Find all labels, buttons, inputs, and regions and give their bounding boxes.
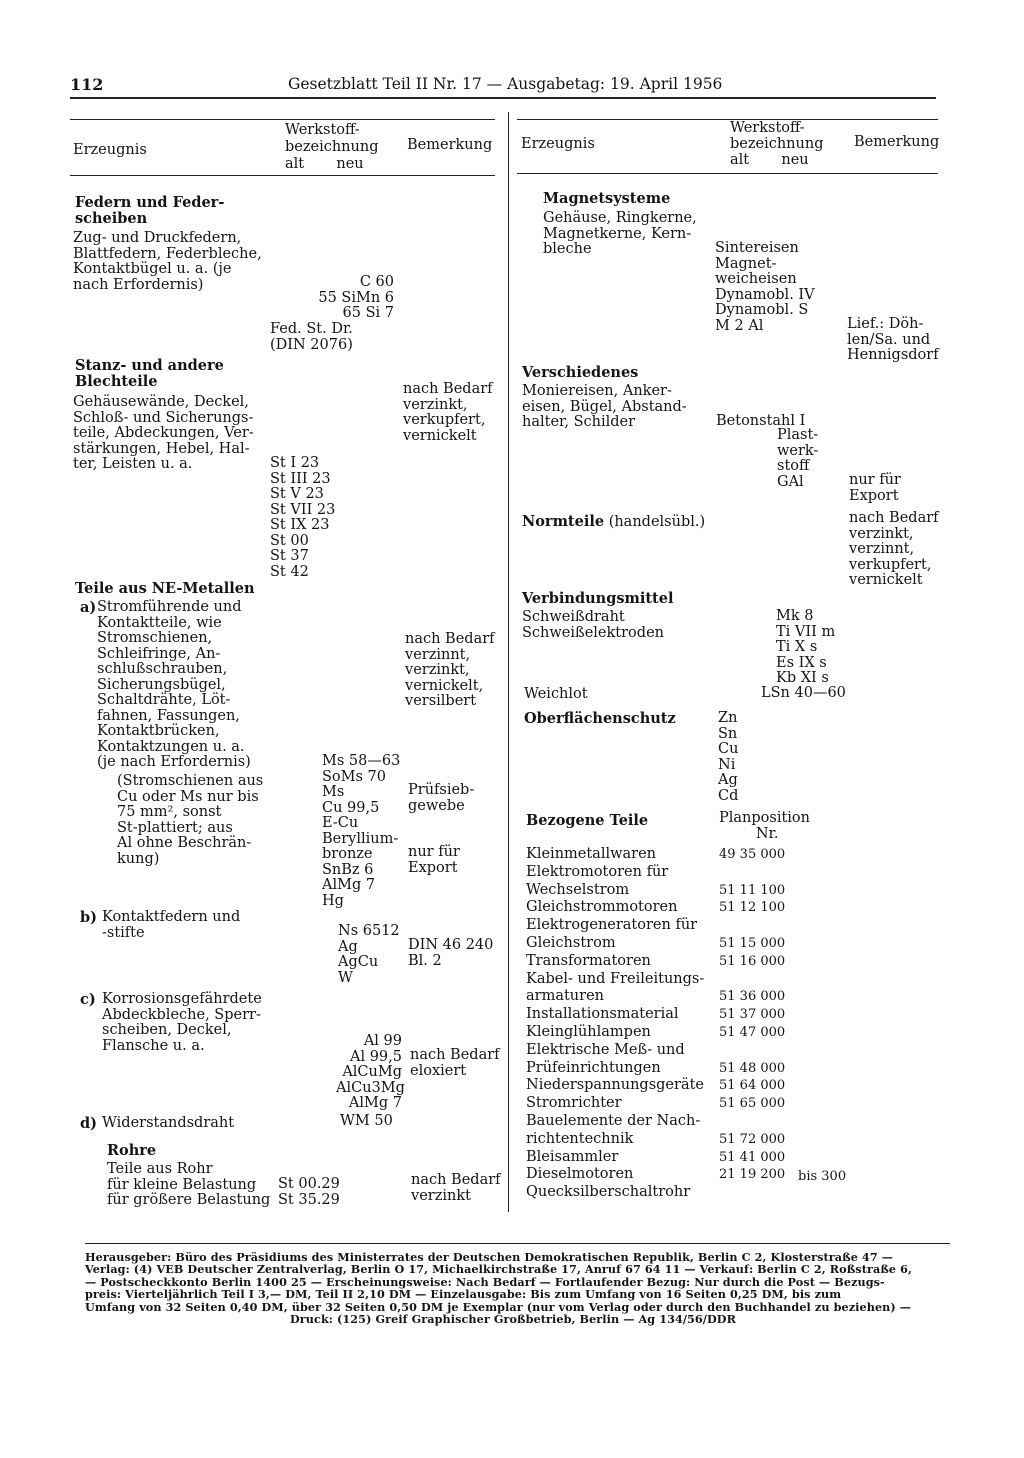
norm-row <box>522 514 705 531</box>
bezogen-items: Kleinmetallwaren Elektromotoren für Wechselstrom Gleichstrommotoren Elektrogeneratoren für Gleichstrom Transformatoren Kabel- und Freileitungs- armaturen Installationsmaterial Kleinglühlampen Elektrische Meß- und Prüfeinrichtungen Niederspannungsgeräte Stromrichter Bauelemente der Nach- richtentechnik Bleisammler Dieselmotoren Quecksilberschaltrohr <box>526 846 705 1201</box>
verb-text: Schweißdraht Schweißelektroden <box>522 609 664 641</box>
ne-b-marker: b) <box>80 909 97 926</box>
ne-b-text: Kontaktfedern und -stifte <box>102 909 241 941</box>
ober-materials: Zn Sn Cu Ni Ag Cd <box>718 710 739 804</box>
bezogen-last-suffix: bis 300 <box>798 1169 847 1184</box>
right-col-material: Werkstoff- bezeichnung alt neu <box>730 120 824 168</box>
ne-d-material: WM 50 <box>340 1113 393 1129</box>
ne-b-remark: DIN 46 240 Bl. 2 <box>408 937 494 969</box>
rohre-heading: Rohre <box>107 1142 157 1159</box>
rohre-remark: nach Bedarf verzinkt <box>411 1172 501 1204</box>
left-col-product: Erzeugnis <box>73 142 147 158</box>
verb-weichlot: Weichlot <box>524 686 588 702</box>
federn-heading: Federn und Feder- scheiben <box>75 194 225 227</box>
right-col-remark: Bemerkung <box>854 134 940 150</box>
ne-a-remark-plating: nach Bedarf verzinnt, verzinkt, vernickelt, versilbert <box>405 631 495 709</box>
ne-a-remark-export: nur für Export <box>408 844 460 876</box>
left-col-remark: Bemerkung <box>407 137 493 153</box>
right-table-top-rule <box>517 119 938 120</box>
ne-heading: Teile aus NE-Metallen <box>75 580 255 597</box>
right-table-header-rule <box>517 173 938 174</box>
header-rule <box>70 97 936 99</box>
ne-c-text: Korrosionsgefährdete Abdeckbleche, Sperr- scheiben, Deckel, Flansche u. a. <box>102 991 262 1054</box>
versch-material-neu: Plast- werk- stoff GAl <box>777 427 819 490</box>
ne-a-remark-sieve: Prüfsieb- gewebe <box>408 782 475 814</box>
verb-weichlot-material: LSn 40—60 <box>761 685 846 701</box>
page-title: Gesetzblatt Teil II Nr. 17 — Ausgabetag: 19. April 1956 <box>288 75 723 93</box>
stanz-remark: nach Bedarf verzinkt, verkupfert, vernickelt <box>403 381 493 444</box>
stanz-text: Gehäusewände, Deckel, Schloß- und Sicherungs- teile, Abdeckungen, Ver- stärkungen, Hebel, Hal- ter, Leisten u. a. <box>73 394 254 472</box>
versch-text: Moniereisen, Anker- eisen, Bügel, Abstand- halter, Schilder <box>522 383 687 430</box>
ne-c-marker: c) <box>80 991 96 1008</box>
magnet-materials: Sintereisen Magnet- weicheisen Dynamobl. IV Dynamobl. S M 2 Al <box>715 240 815 334</box>
magnet-text: Gehäuse, Ringkerne, Magnetkerne, Kern- bleche <box>543 210 697 257</box>
ne-b-materials: Ns 6512 Ag AgCu W <box>338 923 400 986</box>
verb-heading: Verbindungsmittel <box>522 590 674 607</box>
norm-remark: nach Bedarf verzinkt, verzinnt, verkupfert, vernickelt <box>849 510 939 588</box>
ne-a-note: (Stromschienen aus Cu oder Ms nur bis 75 mm², sonst St-plattiert; aus Al ohne Beschrän- kung) <box>117 773 264 867</box>
ne-c-remark: nach Bedarf eloxiert <box>410 1047 500 1079</box>
rohre-materials: St 00.29 St 35.29 <box>278 1176 340 1208</box>
footer-imprint: Herausgeber: Büro des Präsidiums des Ministerrates der Deutschen Demokratischen Republik, Berlin C 2, Klosterstraße 47 — Verlag: (4) VEB Deutscher Zentralverlag, Berlin O 17, Michaelkirchstraße 17, Anruf 67 64 11 — Verkauf: Berlin C 2, Roßstraße 6, — Postscheckkonto Berlin 1400 25 — Erscheinungsweise: Nach Bedarf — Fortlaufender Bezug: Nur durch die Post — Bezugs- preis: Vierteljährlich Teil I 3,— DM, Teil II 2,10 DM — Einzelausgabe: Bis zum Umfang von 16 Seiten 0,25 DM, bis zum Umfang von 32 Seiten 0,40 DM, über 32 Seiten 0,50 DM je Exemplar (nur vom Verlag oder durch den Buchhandel zu beziehen) — <box>85 1250 913 1314</box>
stanz-materials: St I 23 St III 23 St V 23 St VII 23 St IX 23 St 00 St 37 St 42 <box>270 455 336 580</box>
page-number: 112 <box>70 75 104 94</box>
norm-suffix: (handelsübl.) <box>608 514 706 530</box>
rohre-text: Teile aus Rohr für kleine Belastung für größere Belastung <box>107 1161 271 1208</box>
magnet-heading: Magnetsysteme <box>543 190 671 207</box>
federn-materials: C 60 55 SiMn 6 65 Si 7 <box>318 274 394 321</box>
ne-c-materials: Al 99 Al 99,5 AlCuMg AlCu3Mg AlMg 7 <box>336 1033 405 1111</box>
ne-d-text: Widerstandsdraht <box>102 1115 235 1131</box>
ne-a-marker: a) <box>80 599 97 616</box>
stanz-heading: Stanz- und andere Blechteile <box>75 357 224 390</box>
norm-heading: Normteile <box>522 513 605 530</box>
bezogen-numbers: 49 35 000 51 11 100 51 12 100 51 15 000 51 16 000 51 36 000 51 37 000 51 47 000 51 48 000 51 64 000 51 65 000 51 72 000 51 41 000 21 19 200 <box>719 847 786 1183</box>
right-col-product: Erzeugnis <box>521 136 595 152</box>
footer-rule <box>85 1243 950 1244</box>
left-table-top-rule <box>70 119 495 120</box>
ne-a-text: Stromführende und Kontaktteile, wie Stromschienen, Schleifringe, An- schlußschrauben, Sicherungsbügel, Schaltdrähte, Löt- fahnen, Fassungen, Kontaktbrücken, Kontaktzungen u. a. (je nach Erfordernis) <box>97 599 251 770</box>
column-divider <box>508 112 509 1212</box>
bezogen-heading: Bezogene Teile <box>526 812 649 829</box>
versch-heading: Verschiedenes <box>522 364 639 381</box>
verb-materials: Mk 8 Ti VII m Ti X s Es IX s Kb XI s <box>776 608 836 686</box>
bezogen-col-header: Planposition Nr. <box>719 810 811 842</box>
footer-print: Druck: (125) Greif Graphischer Großbetrieb, Berlin — Ag 134/56/DDR <box>290 1312 736 1326</box>
versch-remark: nur für Export <box>849 472 901 504</box>
versch-material-alt: Betonstahl I <box>716 413 806 429</box>
federn-text: Zug- und Druckfedern, Blattfedern, Federbleche, Kontaktbügel u. a. (je nach Erfordernis) <box>73 230 262 293</box>
ober-heading: Oberflächenschutz <box>524 710 676 727</box>
magnet-remark: Lief.: Döh- len/Sa. und Hennigsdorf <box>847 316 939 363</box>
left-col-material: Werkstoff- bezeichnung alt neu <box>285 122 379 172</box>
left-table-header-rule <box>70 175 495 176</box>
ne-a-materials: Ms 58—63 SoMs 70 Ms Cu 99,5 E-Cu Beryllium- bronze SnBz 6 AlMg 7 Hg <box>322 753 401 909</box>
ne-d-marker: d) <box>80 1115 97 1132</box>
federn-material-din: Fed. St. Dr. (DIN 2076) <box>270 321 353 353</box>
